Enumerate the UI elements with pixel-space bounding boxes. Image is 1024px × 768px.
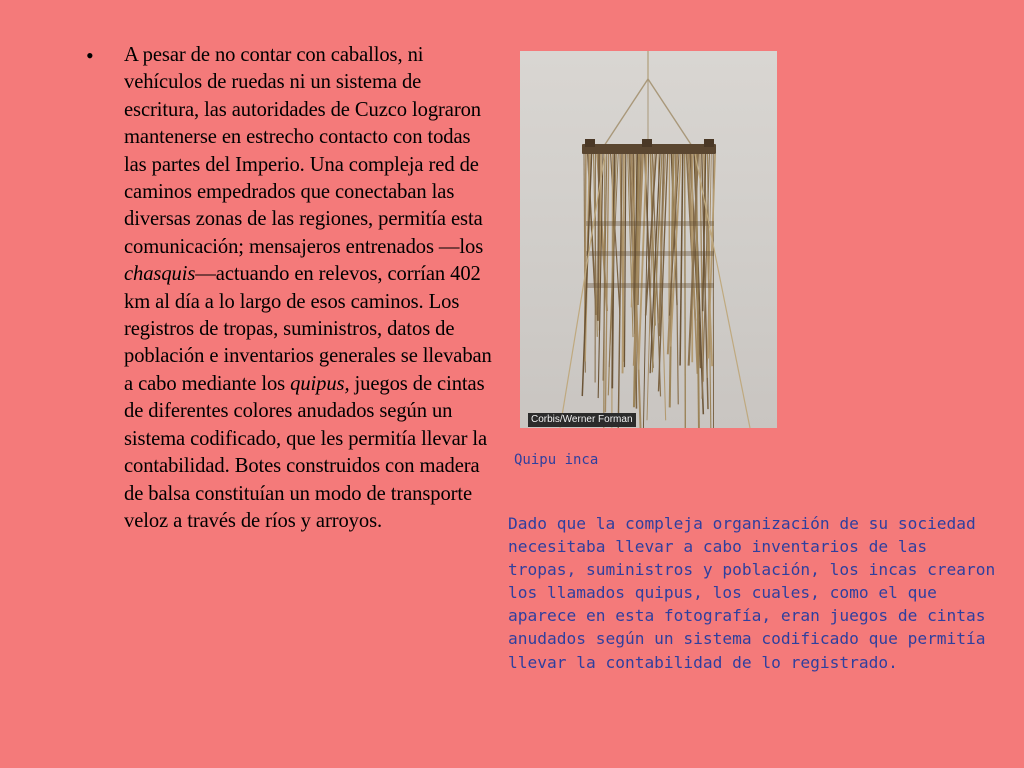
term-quipus: quipus,: [290, 372, 350, 395]
quipu-illustration: [520, 51, 777, 428]
main-text-part-3: juegos de cintas de diferentes colores anudados según un sistema codificado, que les permitía llevar la contabilidad. Botes construidos con madera de balsa constituían un modo de transporte veloz a través de ríos y arroyos.: [124, 372, 488, 532]
main-paragraph: [124, 42, 496, 535]
quipu-knot-band: [586, 251, 714, 256]
term-chasquis: chasquis: [124, 263, 196, 286]
figure-description: Dado que la compleja organización de su sociedad necesitaba llevar a cabo inventarios de las tropas, suministros y población, los incas crearon los llamados quipus, los cuales, como el que aparece en esta fotografía, eran juegos de cintas anudados según un sistema codificado que permitía llevar la contabilidad de lo registrado.: [508, 514, 996, 672]
quipu-cord: [680, 154, 683, 366]
quipu-knot-band: [586, 221, 714, 226]
quipu-cord: [623, 154, 624, 373]
bullet-marker: •: [86, 43, 94, 68]
quipu-photo: [520, 51, 777, 428]
quipu-cord: [582, 154, 591, 396]
figure-caption: Quipu inca: [514, 452, 599, 468]
main-text-part-2: —actuando en relevos, corrían 402 km al día a lo largo de esos caminos. Los registros de tropas, suministros, datos de población e inventarios generales se llevaban a cabo mediante los: [124, 263, 492, 395]
quipu-knot-band: [586, 283, 714, 288]
main-text-part-1: A pesar de no contar con caballos, ni vehículos de ruedas ni un sistema de escritura, las autoridades de Cuzco lograron mantenerse en estrecho contacto con todas las partes del Imperio. Una compleja red de caminos empedrados que conectaban las diversas zonas de las regiones, permitía esta comunicación; mensajeros entrenados —los: [124, 44, 484, 258]
quipu-cord: [685, 154, 686, 428]
quipu-cord: [624, 154, 625, 367]
photo-credit: Corbis/Werner Forman: [528, 413, 636, 427]
